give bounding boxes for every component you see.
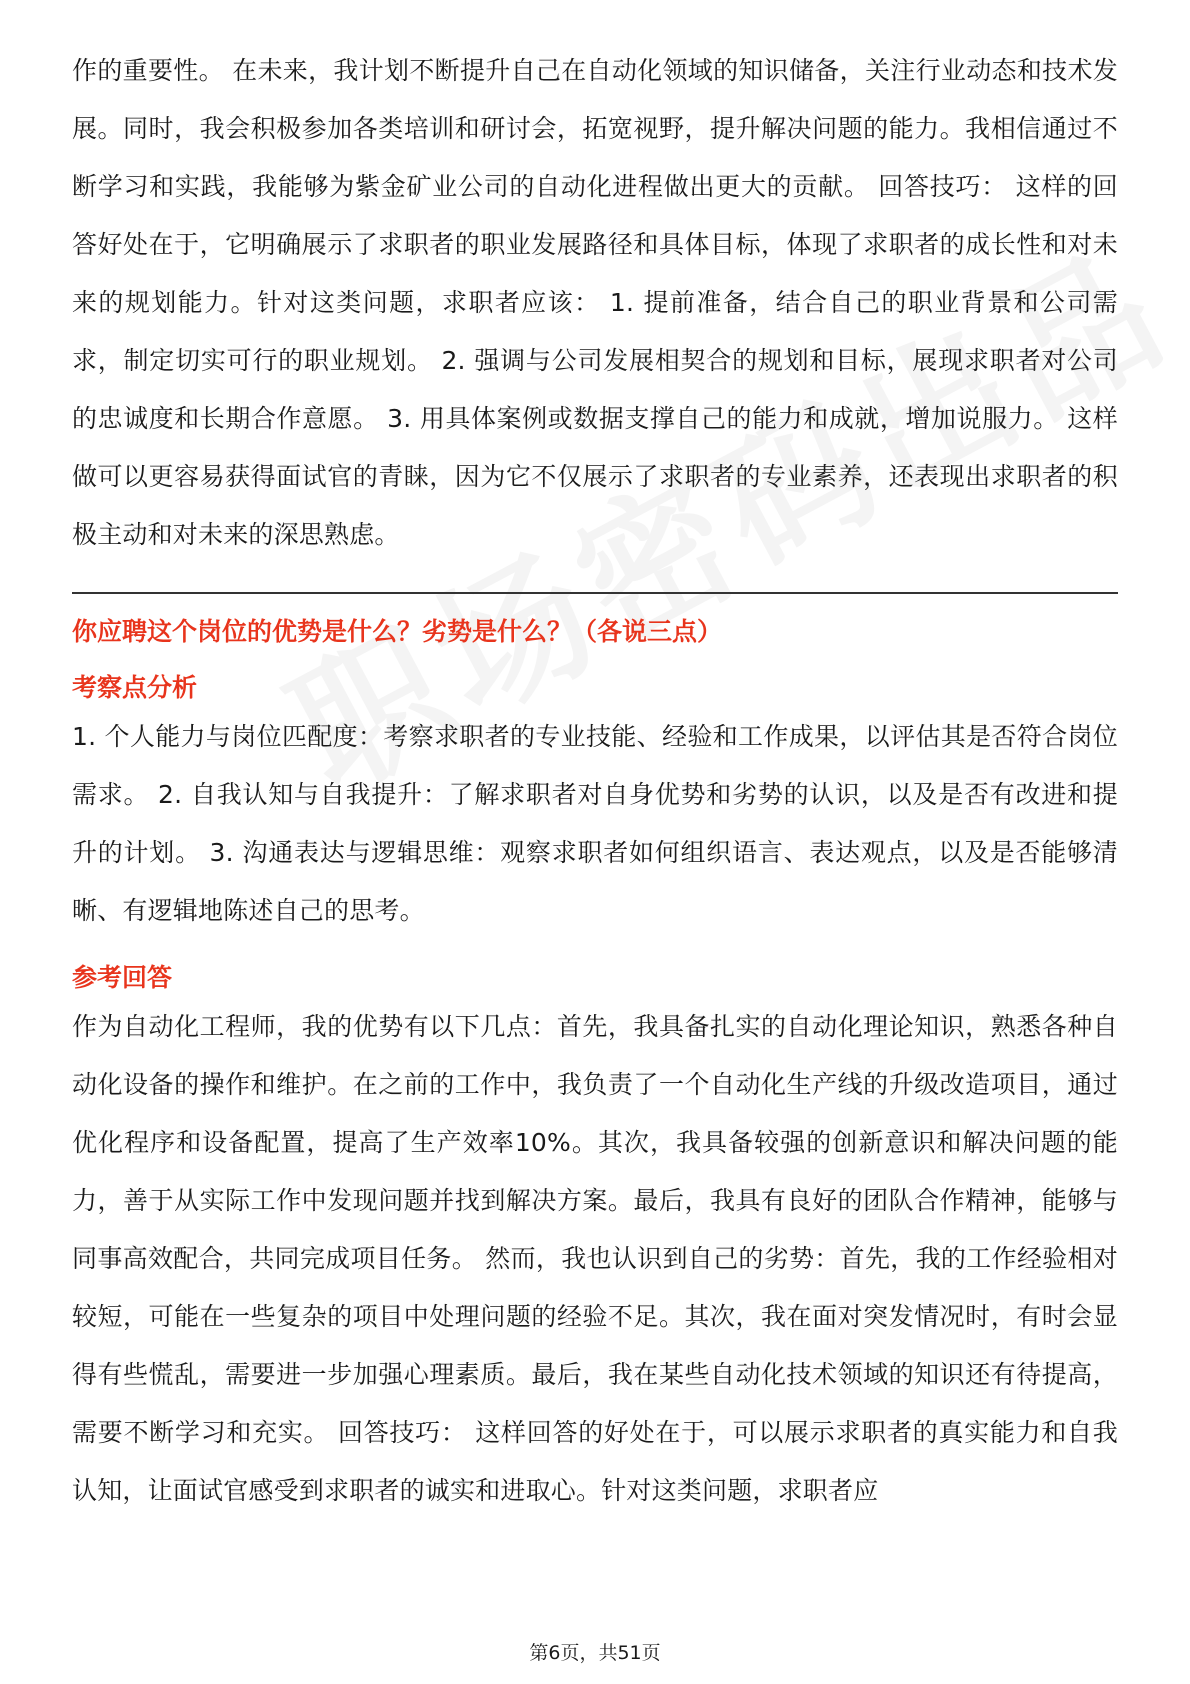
page-footer: 第6页，共51页 (529, 1642, 661, 1664)
analysis-text: 1. 个人能力与岗位匹配度：考察求职者的专业技能、经验和工作成果，以评估其是否符合岗位需求。 2. 自我认知与自我提升：了解求职者对自身优势和劣势的认识，以及是否有改进和提升的计划。 3. 沟通表达与逻辑思维：观察求职者如何组织语言、表达观点，以及是否能够清晰、有逻辑地陈述自己的思考。 (72, 722, 1118, 925)
answer-heading: 参考回答 (72, 963, 173, 992)
question-title: 你应聘这个岗位的优势是什么？劣势是什么？（各说三点） (72, 617, 723, 646)
answer-text: 作为自动化工程师，我的优势有以下几点：首先，我具备扎实的自动化理论知识，熟悉各种自动化设备的操作和维护。在之前的工作中，我负责了一个自动化生产线的升级改造项目，通过优化程序和设备配置，提高了生产效率10%。其次，我具备较强的创新意识和解决问题的能力，善于从实际工作中发现问题并找到解决方案。最后，我具有良好的团队合作精神，能够与同事高效配合，共同完成项目任务。 然而，我也认识到自己的劣势：首先，我的工作经验相对较短，可能在一些复杂的项目中处理问题的经验不足。其次，我在面对突发情况时，有时会显得有些慌乱，需要进一步加强心理素质。最后，我在某些自动化技术领域的知识还有待提高，需要不断学习和充实。 回答技巧： 这样回答的好处在于，可以展示求职者的真实能力和自我认知，让面试官感受到求职者的诚实和进取心。针对这类问题，求职者应 (72, 1012, 1118, 1505)
analysis-heading: 考察点分析 (72, 673, 198, 702)
intro-paragraph: 作的重要性。 在未来，我计划不断提升自己在自动化领域的知识储备，关注行业动态和技术发展。同时，我会积极参加各类培训和研讨会，拓宽视野，提升解决问题的能力。我相信通过不断学习和实践，我能够为紫金矿业公司的自动化进程做出更大的贡献。 回答技巧： 这样的回答好处在于，它明确展示了求职者的职业发展路径和具体目标，体现了求职者的成长性和对未来的规划能力。针对这类问题，求职者应该： 1. 提前准备，结合自己的职业背景和公司需求，制定切实可行的职业规划。 2. 强调与公司发展相契合的规划和目标，展现求职者对公司的忠诚度和长期合作意愿。 3. 用具体案例或数据支撑自己的能力和成就，增加说服力。 这样做可以更容易获得面试官的青睐，因为它不仅展示了求职者的专业素养，还表现出求职者的积极主动和对未来的深思熟虑。 (72, 56, 1118, 549)
section-divider (72, 592, 1118, 594)
page-content (72, 42, 1118, 1520)
